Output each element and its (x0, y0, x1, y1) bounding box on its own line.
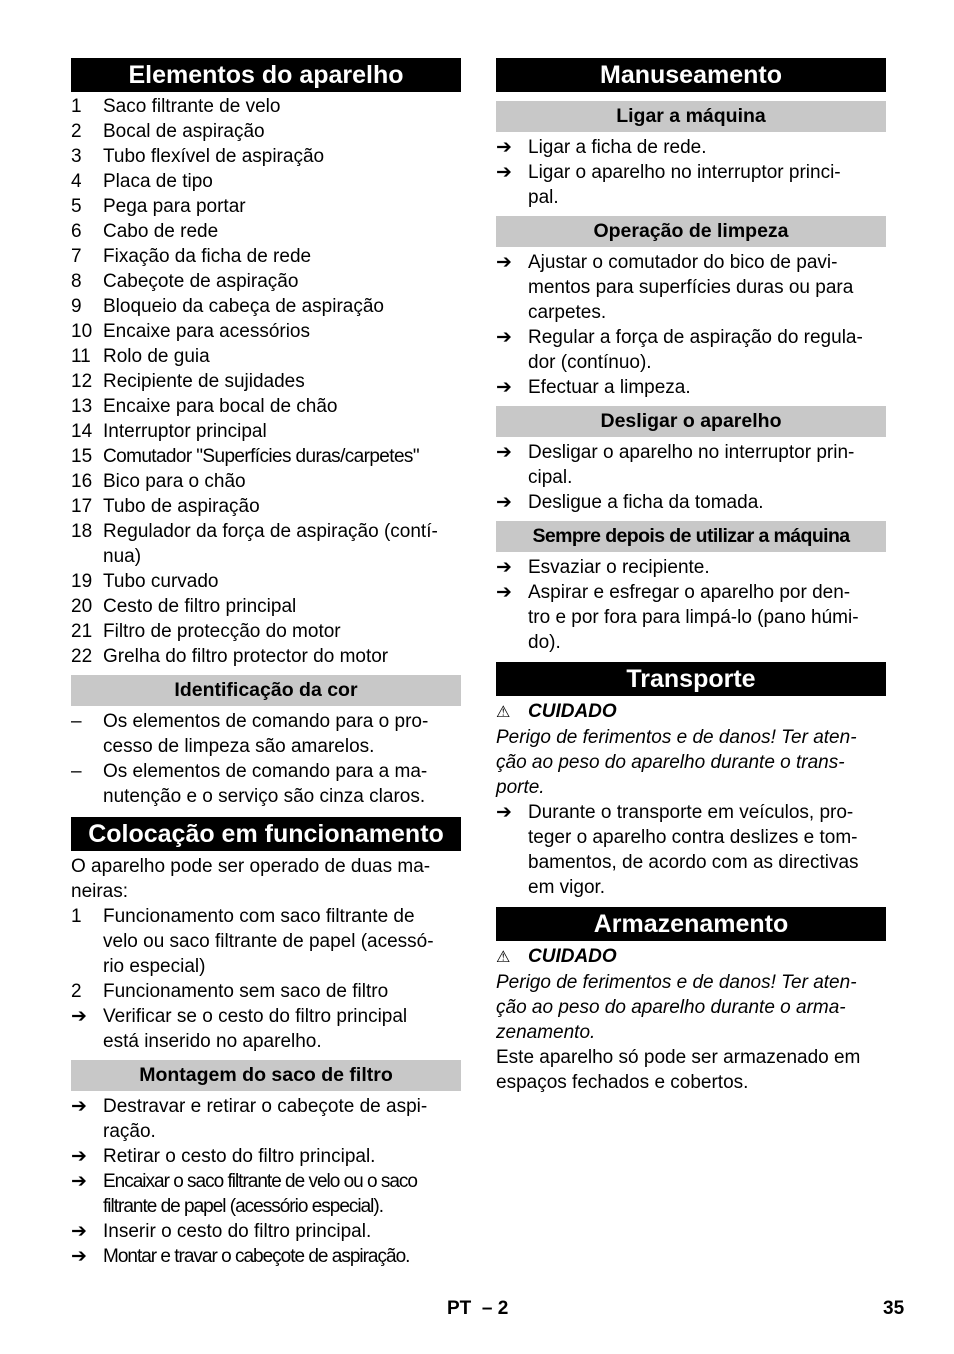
text-line: tro e por fora para limpá-lo (pano húmi- (528, 607, 859, 628)
transporte-warning (496, 699, 886, 725)
list-item (71, 594, 461, 619)
list-item (71, 619, 461, 644)
list-item (71, 244, 461, 269)
text-line: Ligar a ficha de rede. (528, 137, 707, 158)
footer-section-page: 2 (497, 1298, 509, 1319)
list-marker: 20 (71, 596, 93, 617)
list-item (71, 444, 461, 469)
list-marker: 12 (71, 371, 93, 392)
list-marker: 7 (71, 246, 82, 267)
text-line: ção ao peso do aparelho durante o arma- (496, 997, 846, 1018)
list-item (71, 979, 461, 1004)
arrow-right-icon: ➔ (71, 1246, 87, 1267)
arrow-right-icon: ➔ (496, 802, 512, 823)
list-item-text (528, 440, 886, 490)
text-line: Grelha do filtro protector do motor (103, 646, 389, 667)
right-column (496, 58, 886, 1095)
list-marker: 21 (71, 621, 93, 642)
list-item-text (528, 490, 886, 515)
list-item-text (103, 1219, 461, 1244)
arrow-right-icon: ➔ (496, 492, 512, 513)
list-item-text (103, 469, 461, 494)
arrow-right-icon: ➔ (71, 1171, 87, 1192)
arrow-right-icon: ➔ (496, 442, 512, 463)
list-item-text (103, 369, 461, 394)
list-item-text (103, 94, 461, 119)
list-marker: – (71, 711, 82, 732)
list-item (71, 294, 461, 319)
text-line: Este aparelho só pode ser armazenado em (496, 1047, 861, 1068)
list-marker: 19 (71, 571, 93, 592)
text-line: cipal. (528, 467, 573, 488)
text-line: Aspirar e esfregar o aparelho por den- (528, 582, 851, 603)
list-item-text (103, 494, 461, 519)
armazenamento-heading: Armazenamento (496, 907, 886, 941)
armazenamento-warning (496, 944, 886, 970)
text-line: porte. (496, 777, 545, 798)
armazenamento-text (496, 1045, 886, 1095)
text-line: Perigo de ferimentos e de danos! Ter aten- (496, 727, 857, 748)
list-marker: 1 (71, 96, 82, 117)
list-item-text (103, 594, 461, 619)
list-item-text (528, 135, 886, 160)
text-line: pal. (528, 187, 559, 208)
text-line: Os elementos de comando para a ma- (103, 761, 428, 782)
text-line: Rolo de guia (103, 346, 210, 367)
list-item (71, 644, 461, 669)
list-item-text (103, 709, 461, 759)
list-item (71, 1169, 461, 1219)
text-line: Durante o transporte em veículos, pro- (528, 802, 854, 823)
limpeza-heading: Operação de limpeza (496, 216, 886, 247)
list-item-text (103, 519, 461, 569)
text-line: teger o aparelho contra deslizes e tom- (528, 827, 858, 848)
list-item-text (103, 619, 461, 644)
text-line: Encaixar o saco filtrante de velo ou o saco (103, 1171, 417, 1192)
text-line: Interruptor principal (103, 421, 267, 442)
text-line: do). (528, 632, 561, 653)
list-item (71, 219, 461, 244)
list-item-text (103, 319, 461, 344)
list-item (496, 160, 886, 210)
list-item (496, 325, 886, 375)
list-item (71, 1244, 461, 1269)
list-item-text (103, 444, 461, 469)
transporte-list (496, 800, 886, 900)
list-item-text (528, 580, 886, 655)
list-item-text (103, 194, 461, 219)
text-line: carpetes. (528, 302, 607, 323)
text-line: Destravar e retirar o cabeçote de aspi- (103, 1096, 428, 1117)
list-item (71, 469, 461, 494)
list-item (71, 494, 461, 519)
list-item (71, 119, 461, 144)
desligar-heading: Desligar o aparelho (496, 406, 886, 437)
list-marker: 14 (71, 421, 93, 442)
list-item-text (103, 1094, 461, 1144)
list-item (71, 1219, 461, 1244)
list-item-text (103, 394, 461, 419)
text-line: Encaixe para acessórios (103, 321, 310, 342)
list-marker: 2 (71, 981, 82, 1002)
list-marker: 16 (71, 471, 93, 492)
list-marker: – (71, 761, 82, 782)
text-line: Montar e travar o cabeçote de aspiração. (103, 1246, 410, 1267)
list-item-text (103, 1244, 461, 1269)
identificacao-cor-heading: Identificação da cor (71, 675, 461, 706)
list-marker: 15 (71, 446, 93, 467)
list-item-text (528, 800, 886, 900)
text-line: Perigo de ferimentos e de danos! Ter aten- (496, 972, 857, 993)
list-item (496, 135, 886, 160)
list-marker: 5 (71, 196, 82, 217)
text-line: ração. (103, 1121, 156, 1142)
text-line: Funcionamento sem saco de filtro (103, 981, 389, 1002)
arrow-right-icon: ➔ (496, 377, 512, 398)
text-line: nutenção e o serviço são cinza claros. (103, 786, 426, 807)
list-item (71, 169, 461, 194)
list-item (71, 1094, 461, 1144)
list-item-text (103, 979, 461, 1004)
text-line: zenamento. (496, 1022, 596, 1043)
arrow-right-icon: ➔ (71, 1146, 87, 1167)
text-line: Bico para o chão (103, 471, 246, 492)
text-line: bamentos, de acordo com as directivas (528, 852, 859, 873)
footer-separator: – (481, 1298, 493, 1319)
ligar-list (496, 135, 886, 210)
list-item-text (103, 904, 461, 979)
list-marker: 6 (71, 221, 82, 242)
text-line: Cabo de rede (103, 221, 219, 242)
list-item (71, 269, 461, 294)
list-item-text (528, 555, 886, 580)
list-marker: 4 (71, 171, 82, 192)
text-line: Encaixe para bocal de chão (103, 396, 338, 417)
text-line: velo ou saco filtrante de papel (acessó- (103, 931, 434, 952)
text-line: Pega para portar (103, 196, 246, 217)
list-item-text (103, 1144, 461, 1169)
cor-list (71, 709, 461, 809)
armazenamento-warning-text (496, 970, 886, 1045)
text-line: Cabeçote de aspiração (103, 271, 299, 292)
list-item (71, 94, 461, 119)
list-item-text (103, 419, 461, 444)
list-item-text (103, 169, 461, 194)
list-item-text (528, 325, 886, 375)
list-item (496, 490, 886, 515)
list-item-text (528, 250, 886, 325)
list-item (496, 440, 886, 490)
text-line: O aparelho pode ser operado de duas ma- (71, 856, 431, 877)
text-line: Bloqueio da cabeça de aspiração (103, 296, 384, 317)
list-marker: 11 (71, 346, 91, 367)
warning-triangle-icon: ⚠ (496, 949, 511, 966)
list-item (496, 555, 886, 580)
list-marker: 9 (71, 296, 82, 317)
list-item-text (103, 1169, 461, 1219)
list-item (496, 800, 886, 900)
text-line: mentos para superfícies duras ou para (528, 277, 854, 298)
text-line: está inserido no aparelho. (103, 1031, 322, 1052)
list-item (71, 419, 461, 444)
list-item-text (103, 344, 461, 369)
list-item-text (103, 1004, 461, 1054)
text-line: Comutador "Superfícies duras/carpetes" (103, 446, 419, 467)
list-marker: 18 (71, 521, 93, 542)
colocacao-intro (71, 854, 461, 904)
colocacao-heading: Colocação em funcionamento (71, 817, 461, 851)
text-line: Verificar se o cesto do filtro principal (103, 1006, 408, 1027)
list-marker: 10 (71, 321, 93, 342)
text-line: Desligar o aparelho no interruptor prin- (528, 442, 855, 463)
list-item (71, 709, 461, 759)
list-item (71, 569, 461, 594)
arrow-right-icon: ➔ (71, 1096, 87, 1117)
list-marker: 2 (71, 121, 82, 142)
elementos-heading: Elementos do aparelho (71, 58, 461, 92)
text-line: Desligue a ficha da tomada. (528, 492, 764, 513)
list-item-text (103, 294, 461, 319)
text-line: Tubo de aspiração (103, 496, 260, 517)
elementos-list (71, 94, 461, 669)
list-item-text (103, 759, 461, 809)
text-line: Fixação da ficha de rede (103, 246, 312, 267)
desligar-list (496, 440, 886, 515)
list-item-text (528, 160, 886, 210)
arrow-right-icon: ➔ (71, 1006, 87, 1027)
manuseamento-heading: Manuseamento (496, 58, 886, 92)
list-item-text (528, 375, 886, 400)
footer-lang-code: PT (447, 1298, 472, 1319)
text-line: Filtro de protecção do motor (103, 621, 341, 642)
footer-language (447, 1298, 508, 1320)
page-number: 35 (883, 1298, 905, 1319)
text-line: Bocal de aspiração (103, 121, 265, 142)
depois-heading: Sempre depois de utilizar a máquina (496, 521, 886, 552)
list-item (496, 580, 886, 655)
text-line: espaços fechados e cobertos. (496, 1072, 749, 1093)
text-line: Saco filtrante de velo (103, 96, 281, 117)
text-line: Retirar o cesto do filtro principal. (103, 1146, 376, 1167)
transporte-warning-label: CUIDADO (528, 701, 617, 722)
transporte-heading: Transporte (496, 662, 886, 696)
text-line: em vigor. (528, 877, 606, 898)
list-marker: 8 (71, 271, 82, 292)
transporte-warning-text (496, 725, 886, 800)
list-item (71, 344, 461, 369)
list-item-text (103, 269, 461, 294)
left-column (71, 58, 461, 1269)
list-marker: 3 (71, 146, 82, 167)
text-line: cesso de limpeza são amarelos. (103, 736, 375, 757)
list-item (71, 904, 461, 979)
list-marker: 13 (71, 396, 93, 417)
list-item (71, 369, 461, 394)
warning-triangle-icon: ⚠ (496, 704, 511, 721)
text-line: Esvaziar o recipiente. (528, 557, 710, 578)
text-line: Regular a força de aspiração do regula- (528, 327, 863, 348)
list-item-text (103, 219, 461, 244)
armazenamento-warning-label: CUIDADO (528, 946, 617, 967)
text-line: Tubo curvado (103, 571, 219, 592)
text-line: neiras: (71, 881, 129, 902)
list-marker: 17 (71, 496, 93, 517)
text-line: Recipiente de sujidades (103, 371, 305, 392)
text-line: rio especial) (103, 956, 206, 977)
list-item (71, 759, 461, 809)
list-item-text (103, 244, 461, 269)
list-item (71, 319, 461, 344)
list-item-text (103, 644, 461, 669)
text-line: Inserir o cesto do filtro principal. (103, 1221, 372, 1242)
list-item (71, 1004, 461, 1054)
depois-list (496, 555, 886, 655)
text-line: Cesto de filtro principal (103, 596, 297, 617)
ligar-heading: Ligar a máquina (496, 101, 886, 132)
arrow-right-icon: ➔ (496, 137, 512, 158)
text-line: Ajustar o comutador do bico de pavi- (528, 252, 838, 273)
list-marker: 1 (71, 906, 82, 927)
list-item (71, 194, 461, 219)
text-line: Regulador da força de aspiração (contí- (103, 521, 438, 542)
list-item (71, 394, 461, 419)
list-item (496, 250, 886, 325)
montagem-list (71, 1094, 461, 1269)
list-item-text (103, 569, 461, 594)
arrow-right-icon: ➔ (496, 162, 512, 183)
list-item-text (103, 119, 461, 144)
text-line: nua) (103, 546, 142, 567)
limpeza-list (496, 250, 886, 400)
text-line: Efectuar a limpeza. (528, 377, 691, 398)
arrow-right-icon: ➔ (496, 557, 512, 578)
text-line: ção ao peso do aparelho durante o trans- (496, 752, 845, 773)
arrow-right-icon: ➔ (496, 327, 512, 348)
list-item (71, 144, 461, 169)
text-line: Tubo flexível de aspiração (103, 146, 325, 167)
list-marker: 22 (71, 646, 93, 667)
list-item (71, 519, 461, 569)
montagem-heading: Montagem do saco de filtro (71, 1060, 461, 1091)
text-line: filtrante de papel (acessório especial). (103, 1196, 384, 1217)
text-line: dor (contínuo). (528, 352, 652, 373)
text-line: Placa de tipo (103, 171, 213, 192)
list-item (71, 1144, 461, 1169)
list-item (496, 375, 886, 400)
text-line: Ligar o aparelho no interruptor princi- (528, 162, 841, 183)
arrow-right-icon: ➔ (496, 252, 512, 273)
text-line: Os elementos de comando para o pro- (103, 711, 429, 732)
arrow-right-icon: ➔ (71, 1221, 87, 1242)
text-line: Funcionamento com saco filtrante de (103, 906, 415, 927)
arrow-right-icon: ➔ (496, 582, 512, 603)
list-item-text (103, 144, 461, 169)
colocacao-list (71, 904, 461, 1054)
